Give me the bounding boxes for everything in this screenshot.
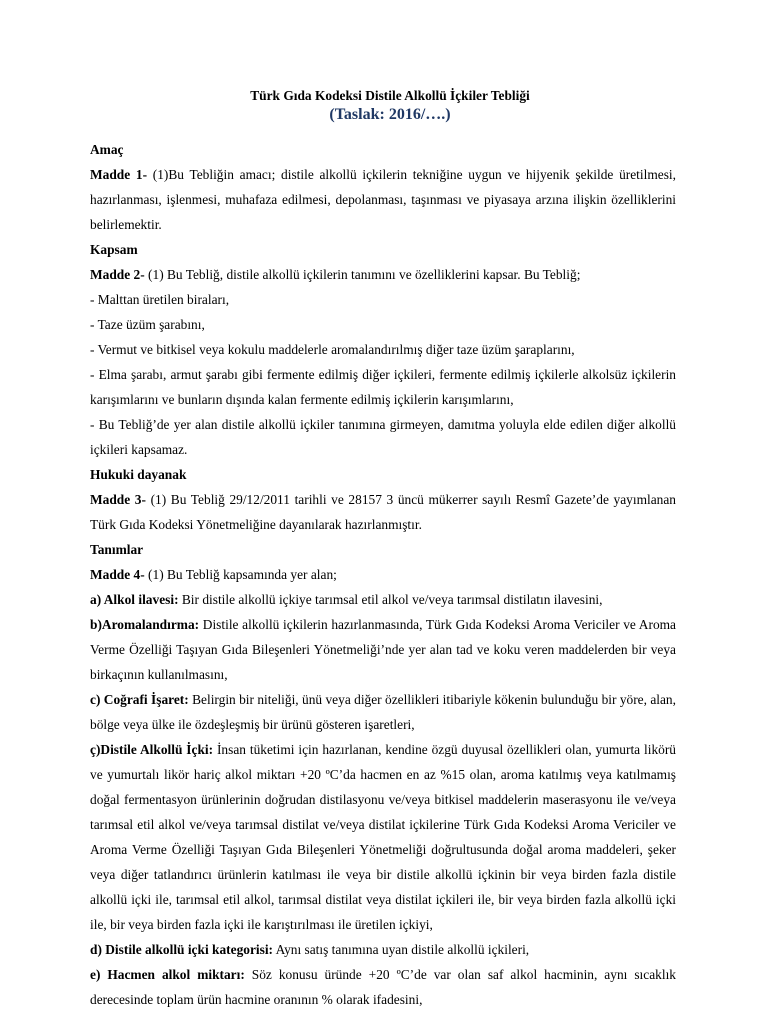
definition-text: Aynı satış tanımına uyan distile alkollü içkileri, — [273, 942, 530, 957]
document-body — [90, 137, 676, 1012]
definition-text: Söz konusu üründe +20 ºC’de var olan saf alkol hacminin, aynı sıcaklık derecesinde toplam ürün hacmine oranının % olarak ifadesini, — [90, 967, 676, 1007]
kapsam-list-item: - Vermut ve bitkisel veya kokulu maddelerle aromalandırılmış diğer taze üzüm şaraplarını, — [90, 342, 575, 357]
section-heading-tanimlar: Tanımlar — [90, 542, 144, 557]
title-block — [0, 86, 768, 124]
kapsam-list-item: - Bu Tebliğ’de yer alan distile alkollü içkiler tanımına girmeyen, damıtma yoluyla elde edilen diğer alkollü içkileri kapsamaz. — [90, 417, 676, 457]
section-heading-hukuki-dayanak: Hukuki dayanak — [90, 467, 187, 482]
kapsam-list-item: - Elma şarabı, armut şarabı gibi fermente edilmiş diğer içkileri, fermente edilmiş içkilerle alkolsüz içkilerin karışımlarını ve bunların dışında kalan fermente edilmiş içkilerin karışımlarını, — [90, 367, 676, 407]
madde-4-text: (1) Bu Tebliğ kapsamında yer alan; — [144, 567, 337, 582]
definition-text: İnsan tüketimi için hazırlanan, kendine özgü duyusal özellikleri olan, yumurta likörü ve yumurtalı likör hariç alkol miktarı +20 ºC’da hacmen en az %15 olan, aroma katılmış veya katılmamış doğal fermentasyon ürünlerinin doğrudan distilasyonu ve/veya bitkisel maddelerin maserasyonu ile ve/veya tarımsal etil alkol ve/veya tarımsal distilat ve/veya distilat içkilerine Türk Gıda Kodeksi Aroma Vericiler ve Aroma Verme Özelliği Taşıyan Gıda Bileşenleri Yönetmeliği doğrultusunda doğal aroma maddeleri, şeker veya diğer tatlandırıcı ürünlerin katılması ile veya bir distile alkollü içkinin bir veya birden fazla distile alkollü içki ile, tarımsal etil alkol, tarımsal distilat veya distilat içkileri ile, bir veya birden fazla alkollü içki ile, bir veya birden fazla içki ile karıştırılması ile üretilen içkiyi, — [90, 742, 676, 932]
definition-item — [90, 937, 676, 962]
definition-term: b)Aromalandırma: — [90, 617, 200, 632]
madde-1-text: (1)Bu Tebliğin amacı; distile alkollü içkilerin tekniğine uygun ve hijyenik şekilde üretilmesi, hazırlanması, işlenmesi, muhafaza edilmesi, depolanması, taşınması ve piyasaya arzına ilişkin özelliklerini belirlemektir. — [90, 167, 676, 232]
madde-3-label: Madde 3- — [90, 492, 146, 507]
definition-item — [90, 962, 676, 1012]
madde-1-paragraph — [90, 162, 676, 237]
kapsam-list-item: - Taze üzüm şarabını, — [90, 317, 205, 332]
madde-2-label: Madde 2- — [90, 267, 145, 282]
definition-text: Belirgin bir niteliği, ünü veya diğer özellikleri itibariyle kökenin bulunduğu bir yöre, alan, bölge veya ülke ile özdeşleşmiş bir ürünü gösteren işaretleri, — [90, 692, 676, 732]
definition-item — [90, 587, 676, 612]
madde-1-label: Madde 1- — [90, 167, 148, 182]
kapsam-list-item: - Malttan üretilen biraları, — [90, 292, 230, 307]
madde-3-text: (1) Bu Tebliğ 29/12/2011 tarihli ve 28157 3 üncü mükerrer sayılı Resmî Gazete’de yayımlanan Türk Gıda Kodeksi Yönetmeliğine dayanılarak hazırlanmıştır. — [90, 492, 676, 532]
definition-term: d) Distile alkollü içki kategorisi: — [90, 942, 274, 957]
definition-item — [90, 737, 676, 937]
madde-4-label: Madde 4- — [90, 567, 145, 582]
definition-term: e) Hacmen alkol miktarı: — [90, 967, 245, 982]
definition-term: ç)Distile Alkollü İçki: — [90, 742, 214, 757]
madde-2-paragraph — [90, 262, 676, 287]
madde-2-text: (1) Bu Tebliğ, distile alkollü içkilerin tanımını ve özelliklerini kapsar. Bu Tebliğ; — [144, 267, 581, 282]
section-heading-amac: Amaç — [90, 142, 124, 157]
document-title: Türk Gıda Kodeksi Distile Alkollü İçkiler Tebliği — [250, 88, 530, 103]
definition-term: a) Alkol ilavesi: — [90, 592, 179, 607]
definition-item — [90, 687, 676, 737]
definition-text: Bir distile alkollü içkiye tarımsal etil alkol ve/veya tarımsal distilatın ilavesini, — [178, 592, 603, 607]
definition-term: c) Coğrafi İşaret: — [90, 692, 189, 707]
madde-4-paragraph — [90, 562, 676, 587]
section-heading-kapsam: Kapsam — [90, 242, 138, 257]
definition-text: Distile alkollü içkilerin hazırlanmasında, Türk Gıda Kodeksi Aroma Vericiler ve Aroma Verme Özelliği Taşıyan Gıda Bileşenleri Yönetmeliği’nde yer alan tad ve koku veren maddelerden bir veya birkaçının kullanılmasını, — [90, 617, 676, 682]
document-subtitle: (Taslak: 2016/….) — [329, 106, 451, 123]
definition-item — [90, 612, 676, 687]
madde-3-paragraph — [90, 487, 676, 537]
